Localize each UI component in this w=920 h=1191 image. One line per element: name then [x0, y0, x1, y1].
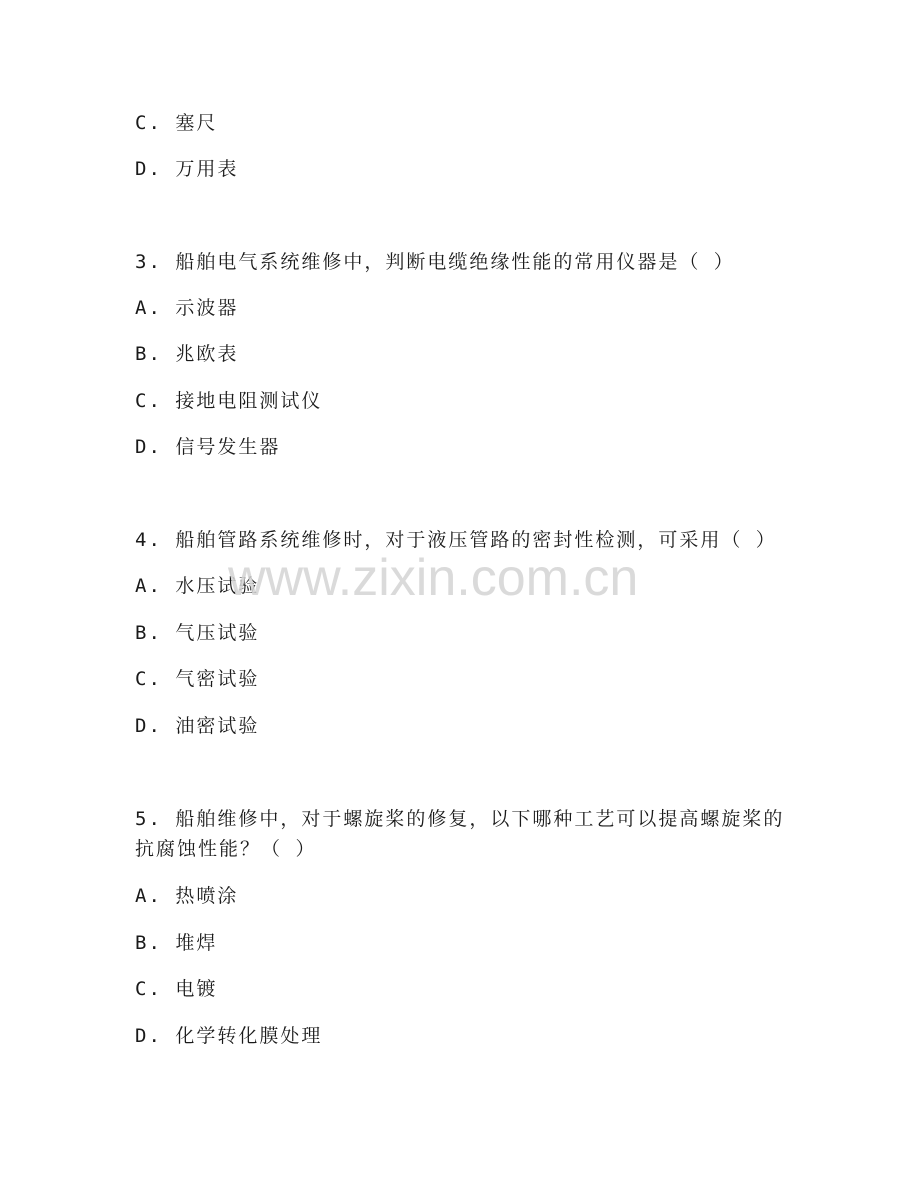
question-3-option-d: D. 信号发生器: [135, 436, 281, 458]
question-5-option-c: C. 电镀: [135, 978, 218, 1000]
question-4-option-b: B. 气压试验: [135, 622, 260, 644]
question-4-option-a: A. 水压试验: [135, 575, 260, 597]
question-5-option-d: D. 化学转化膜处理: [135, 1025, 323, 1047]
question-5-line-2: 抗腐蚀性能？（ ）: [135, 838, 317, 860]
question-3-option-c: C. 接地电阻测试仪: [135, 390, 323, 412]
question-5-line-1: 5. 船舶维修中，对于螺旋桨的修复，以下哪种工艺可以提高螺旋桨的: [135, 808, 785, 830]
question-3: 3. 船舶电气系统维修中，判断电缆绝缘性能的常用仪器是（ ）: [135, 251, 735, 273]
question-3-option-b: B. 兆欧表: [135, 343, 239, 365]
option-c-feeler-gauge: C. 塞尺: [135, 112, 218, 134]
question-4-option-c: C. 气密试验: [135, 668, 260, 690]
question-4: 4. 船舶管路系统维修时，对于液压管路的密封性检测，可采用（ ）: [135, 529, 777, 551]
question-3-option-a: A. 示波器: [135, 297, 239, 319]
question-5-option-b: B. 堆焊: [135, 932, 218, 954]
watermark-text: www.zixin.com.cn: [228, 549, 639, 607]
option-d-multimeter: D. 万用表: [135, 158, 239, 180]
question-5-option-a: A. 热喷涂: [135, 885, 239, 907]
question-4-option-d: D. 油密试验: [135, 715, 260, 737]
